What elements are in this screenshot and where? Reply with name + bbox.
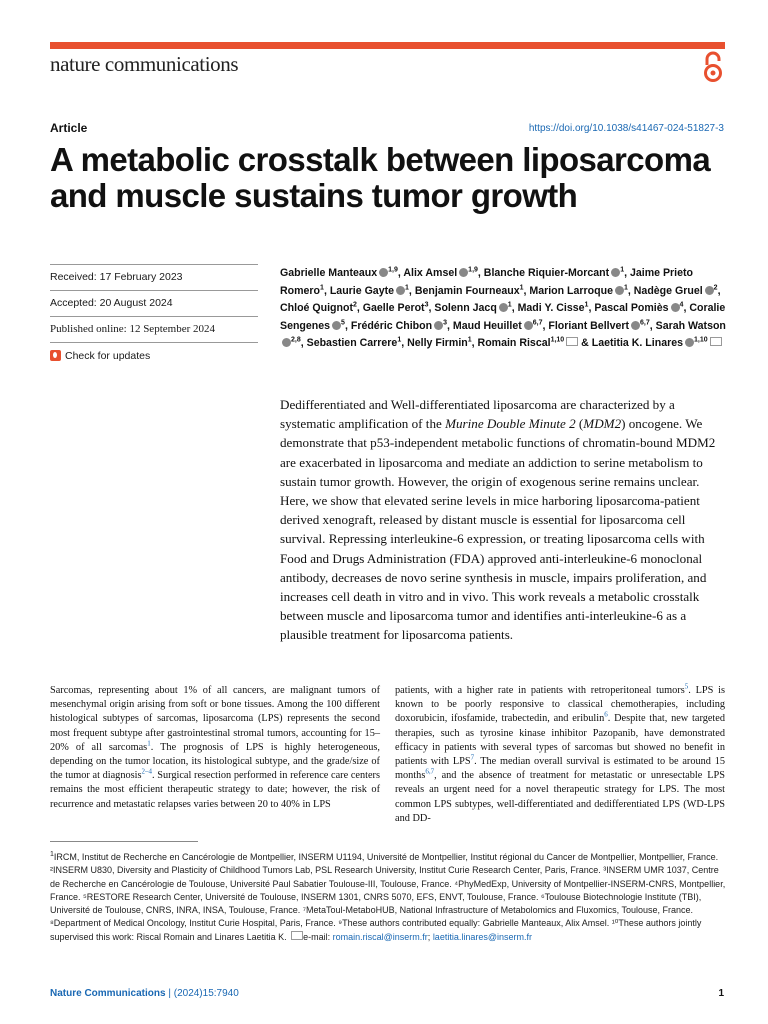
author-affiliation-number: 1 (620, 266, 625, 274)
author-affiliation-number: 4 (679, 301, 684, 309)
journal-accent-bar (50, 42, 725, 49)
author-name[interactable]: Blanche Riquier-Morcant (483, 267, 610, 279)
orcid-icon[interactable] (499, 303, 508, 312)
journal-name[interactable]: nature communications (50, 52, 239, 76)
author-name[interactable]: Marion Larroque (529, 284, 613, 297)
author-affiliation-number: 2 (713, 284, 718, 292)
author-name[interactable]: Nadège Gruel (633, 284, 703, 297)
author-affiliation-number: 1,9 (388, 266, 398, 274)
author-affiliation-number: 1,9 (468, 266, 478, 274)
author-name[interactable]: Coralie Sengenes (280, 302, 726, 332)
reference-link[interactable]: 1 (147, 739, 151, 748)
page-number: 1 (718, 988, 724, 999)
author-affiliation-number: 1 (405, 284, 409, 292)
accepted-date: Accepted: 20 August 2024 (50, 290, 258, 316)
orcid-icon[interactable] (611, 268, 620, 277)
orcid-icon[interactable] (631, 321, 640, 330)
author-affiliation-number: 1 (623, 284, 628, 292)
author-name[interactable]: Laetitia K. Linares (591, 337, 683, 350)
footer-citation[interactable]: Nature Communications | (2024)15:7940 (50, 988, 239, 999)
author-name[interactable]: Madi Y. Cisse (517, 302, 585, 315)
author-affiliation-number: 1 (397, 336, 402, 344)
orcid-icon[interactable] (379, 268, 388, 277)
author-affiliation-number: 1 (507, 301, 512, 309)
author-name[interactable]: Maud Heuillet (452, 319, 522, 332)
email-icon[interactable] (566, 337, 578, 346)
author-name[interactable]: Benjamin Fourneaux (414, 284, 520, 297)
author-name[interactable]: Romain Riscal (477, 337, 551, 350)
author-name[interactable]: Pascal Pomiès (594, 302, 669, 315)
author-affiliation-number: 1 (320, 284, 324, 292)
author-affiliation-number: 2 (352, 301, 357, 309)
email-link-linares[interactable]: laetitia.linares@inserm.fr (432, 931, 532, 942)
author-affiliation-number: 1,10 (694, 336, 708, 344)
author-affiliation-number: 3 (443, 319, 447, 327)
doi-link[interactable]: https://doi.org/10.1038/s41467-024-51827-3 (528, 123, 724, 134)
author-name[interactable]: Jaime Prieto Romero (280, 267, 693, 297)
email-icon[interactable] (710, 337, 722, 346)
reference-link[interactable]: 7 (470, 753, 475, 762)
check-for-updates-label: Check for updates (65, 349, 151, 362)
orcid-icon[interactable] (396, 286, 405, 295)
body-text-column-2: patients, with a higher rate in patients with retroperitoneal tumors$^5$. LPS is known to be poorly responsive to classical chemotherapies, including doxorubicin, ifosfamide, trabectedin, and eribulin$^6$. Despite that, new targeted therapies, such as tyrosine kinase inhibitor Pazopanib, have demonstrated efficacy in patients with several types of sarcomas but showed no benefit in patients with LPS$^7$. The median overall survival is estimated to be around 15 months$^{6,7}$, and the absence of treatment for metastatic or unresectable LPS reveals an urgent need for a novel therapeutic strategy for LPS. The most common LPS subtypes, well-differentiated and dedifferentiated LPS (WD-LPS and DD- (395, 682, 725, 824)
published-date: Published online: 12 September 2024 (50, 316, 258, 342)
affiliations: $^1$IRCM, Institut de Recherche en Cancérologie de Montpellier, INSERM U1194, Université de Montpellier, Institut régional du Cancer de Montpellier, Montpellier, France. ²INSERM U830, Diversity and Plasticity of Childhood Tumors Lab, PSL Research University, Institut Curie Research Center, Paris, France. ³INSERM UMR 1037, Centre de Recherche en Cancérologie de Toulouse, Université Paul Sabatier Toulouse-III, Toulouse, France. ⁴PhyMedExp, University of Montpellier-INSERM-CNRS, Montpellier, France. ⁵RESTORE Research Center, Université de Toulouse, INSERM 1301, CNRS 5070, EFS, ENVT, Toulouse, France. ⁶Toulouse Biotechnologie Institute (TBI), Université de Toulouse, CNRS, INRA, INSA, Toulouse, France. ⁷MetaToul-MetaboHUB, National Infrastructure of Metabolomics and Fluxomics, Toulouse, France. ⁸Department of Medical Oncology, Institut Curie Hospital, Paris, France. ⁹These authors contributed equally: Gabrielle Manteaux, Alix Amsel. ¹⁰These authors jointly supervised this work: Riscal Romain and Linares Laetitia K. e-mail: romain.riscal@inserm.fr; laetitia.linares@inserm.fr (50, 851, 726, 942)
reference-link[interactable]: 5 (684, 682, 689, 691)
author-affiliation-number: 1,10 (550, 336, 565, 344)
author-name[interactable]: Gaelle Perot (362, 302, 425, 315)
affiliations-divider (50, 841, 198, 842)
publication-history (50, 264, 258, 368)
email-link-riscal[interactable]: romain.riscal@inserm.fr (332, 931, 428, 942)
check-for-updates-icon (50, 350, 61, 361)
author-name[interactable]: Frédéric Chibon (350, 319, 433, 332)
body-text-column-1: Sarcomas, representing about 1% of all cancers, are malignant tumors of mesenchymal origin arising from soft or bone tissues. Among the 100 different histological subtypes of sarcomas, liposarcoma (LPS) represents the second most frequent subtype after gastrointestinal stromal tumors, accounting for 15–20% of all sarcomas$^1$. The prognosis of LPS is highly heterogeneous, depending on the tumor location, its histological subtype, and the grade/size of the tumor at diagnosis$^{2-4}$. Surgical resection performed in reference care centers remains the most efficient therapeutic strategy to date; however, the risk of recurrence and metastatic relapses varies between 20 to 40% in LPS (50, 685, 381, 810)
orcid-icon[interactable] (671, 303, 680, 312)
orcid-icon[interactable] (615, 286, 624, 295)
orcid-icon[interactable] (282, 338, 291, 347)
reference-link[interactable]: 6 (604, 710, 608, 719)
author-name[interactable]: Floriant Bellvert (548, 319, 630, 332)
author-name[interactable]: Gabrielle Manteaux (280, 267, 378, 279)
author-name[interactable]: Sebastien Carrere (306, 337, 398, 350)
author-name[interactable]: Sarah Watson (655, 319, 726, 332)
orcid-icon[interactable] (705, 286, 714, 295)
orcid-icon[interactable] (332, 321, 341, 330)
email-icon (291, 931, 303, 940)
author-affiliation-number: 1 (584, 301, 589, 309)
author-name[interactable]: Chloé Quignot (280, 302, 353, 315)
author-list: Gabrielle Manteaux $^{1,9}$, Alix Amsel $^{1,9}$, Blanche Riquier-Morcant $^1$, Jaime Prieto Romero$^1$, Laurie Gayte $^1$, Benjamin Fourneaux$^1$, Marion Larroque $^1$, Nadège Gruel $^2$, Chloé Quignot$^2$, Gaelle Perot$^3$, Solenn Jacq $^1$, Madi Y. Cisse$^1$, Pascal Pomiès $^4$, Coralie Sengenes $^5$, Frédéric Chibon $^3$, Maud Heuillet $^{6,7}$, Floriant Bellvert $^{6,7}$, Sarah Watson$^{2,8}$, Sebastien Carrere$^1$, Nelly Firmin$^1$, Romain Riscal$^{1,10}$ & Laetitia K. Linares $^{1,10}$ (280, 266, 726, 350)
abstract: Dedifferentiated and Well-differentiated liposarcoma are characterized by a systematic amplification of the Murine Double Minute 2 (MDM2) oncogene. We demonstrate that p53-independent metabolic functions of chromatin-bound MDM2 are exacerbated in liposarcoma and mediate an addiction to serine metabolism to sustain tumor growth. However, the origin of exogenous serine remains unclear. Here, we show that elevated serine levels in mice harboring liposarcoma-patient derived xenograft, released by distant muscle is essential for liposarcoma cell survival. Repressing interleukine-6 expression, or treating liposarcoma cells with Food and Drugs Administration (FDA) approved anti-interleukine-6 monoclonal antibody, decreases de novo serine synthesis in muscle, impairs proliferation, and increases cell death in vitro and in vivo. This work reveals a metabolic crosstalk between muscle and liposarcoma tumor and identifies anti-interleukine-6 as a plausible treatment for liposarcoma patients. (280, 397, 716, 643)
received-date: Received: 17 February 2023 (50, 264, 258, 290)
orcid-icon[interactable] (524, 321, 533, 330)
author-affiliation-number: 2,8 (291, 336, 301, 344)
author-affiliation-number: 1 (519, 284, 524, 292)
orcid-icon[interactable] (434, 321, 443, 330)
author-name[interactable]: Solenn Jacq (434, 302, 497, 315)
reference-link[interactable]: 6,7 (425, 767, 435, 776)
author-name[interactable]: Laurie Gayte (329, 284, 395, 297)
author-affiliation-number: 1 (467, 336, 472, 344)
author-affiliation-number: 6,7 (532, 319, 543, 327)
open-access-icon[interactable] (700, 51, 726, 85)
author-affiliation-number: 6,7 (640, 319, 650, 327)
article-type-label: Article (50, 121, 88, 135)
article-title: A metabolic crosstalk between liposarcoma and muscle sustains tumor growth (50, 141, 711, 214)
author-affiliation-number: 5 (341, 319, 345, 327)
check-for-updates-button[interactable] (50, 342, 258, 368)
author-affiliation-number: 3 (424, 301, 429, 309)
author-name[interactable]: Alix Amsel (403, 267, 458, 279)
reference-link[interactable]: 2–4 (141, 767, 152, 776)
orcid-icon[interactable] (459, 268, 468, 277)
orcid-icon[interactable] (685, 338, 694, 347)
author-name[interactable]: Nelly Firmin (407, 337, 468, 350)
